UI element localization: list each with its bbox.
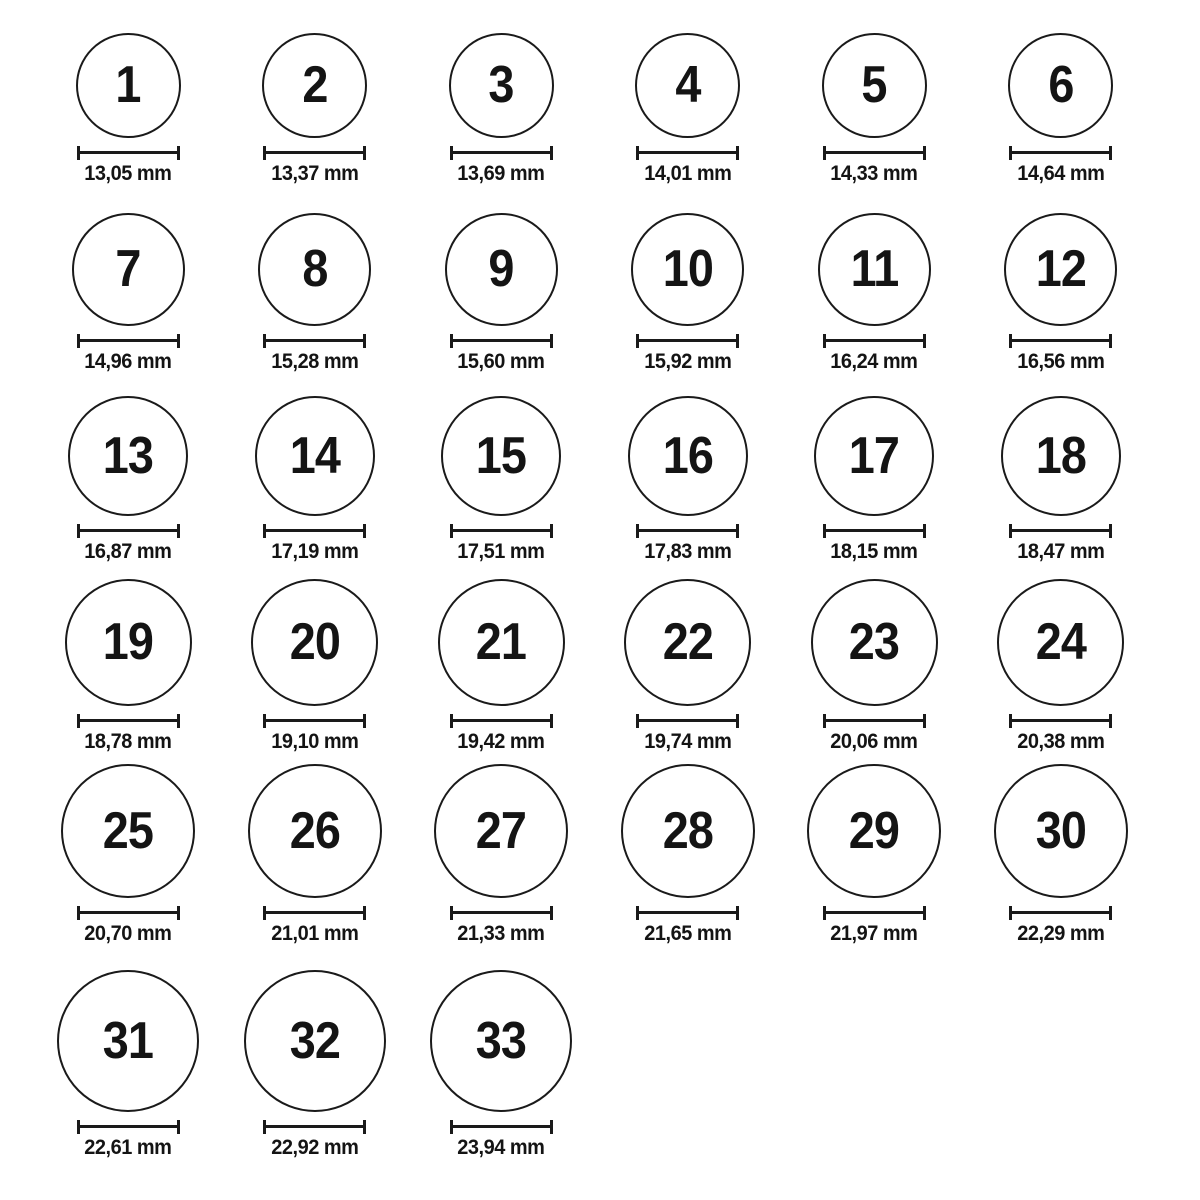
ring-circle bbox=[262, 33, 367, 138]
ring-size-item bbox=[408, 213, 595, 380]
diameter-measure-line bbox=[823, 906, 926, 920]
ring-number: 17 bbox=[849, 426, 900, 485]
ring-number: 23 bbox=[849, 613, 900, 672]
ring-size-item bbox=[595, 579, 782, 760]
diameter-label: 16,87 mm bbox=[84, 539, 172, 563]
diameter-label: 20,70 mm bbox=[84, 921, 172, 945]
ring-number: 6 bbox=[1048, 56, 1074, 115]
ring-size-row bbox=[35, 570, 1200, 760]
diameter-label: 21,65 mm bbox=[644, 921, 732, 945]
diameter-measure-line bbox=[1009, 524, 1112, 538]
ring-number: 11 bbox=[850, 240, 899, 299]
diameter-measure-line bbox=[823, 524, 926, 538]
ring-size-item bbox=[781, 33, 968, 192]
ring-size-item bbox=[222, 764, 409, 952]
diameter-label: 19,10 mm bbox=[271, 729, 359, 753]
ring-number: 14 bbox=[289, 426, 340, 485]
diameter-measure-line bbox=[450, 334, 553, 348]
ring-size-item bbox=[35, 970, 222, 1200]
ring-circle bbox=[818, 213, 931, 326]
ring-number: 22 bbox=[662, 613, 713, 672]
ring-circle bbox=[430, 970, 572, 1112]
ring-circle bbox=[624, 579, 751, 706]
diameter-measure-line bbox=[77, 714, 180, 728]
ring-circle bbox=[441, 396, 561, 516]
diameter-measure-line bbox=[77, 906, 180, 920]
diameter-measure-line bbox=[1009, 334, 1112, 348]
diameter-label: 13,69 mm bbox=[457, 161, 545, 185]
diameter-label: 18,15 mm bbox=[830, 539, 918, 563]
ring-size-item bbox=[781, 213, 968, 380]
diameter-label: 21,97 mm bbox=[830, 921, 918, 945]
ring-number: 30 bbox=[1035, 801, 1086, 860]
diameter-label: 21,33 mm bbox=[457, 921, 545, 945]
ring-size-row bbox=[35, 380, 1200, 570]
ring-circle bbox=[76, 33, 181, 138]
ring-number: 3 bbox=[488, 56, 514, 115]
ring-circle bbox=[244, 970, 386, 1112]
diameter-label: 17,51 mm bbox=[457, 539, 545, 563]
ring-number: 32 bbox=[289, 1011, 340, 1070]
ring-size-row bbox=[35, 192, 1200, 380]
ring-number: 7 bbox=[115, 240, 141, 299]
diameter-label: 17,83 mm bbox=[644, 539, 732, 563]
diameter-label: 14,96 mm bbox=[84, 349, 172, 373]
ring-circle bbox=[1008, 33, 1113, 138]
ring-number: 2 bbox=[302, 56, 328, 115]
ring-size-item bbox=[408, 33, 595, 192]
diameter-label: 16,56 mm bbox=[1017, 349, 1105, 373]
ring-size-item bbox=[595, 33, 782, 192]
ring-circle bbox=[997, 579, 1124, 706]
ring-number: 19 bbox=[103, 613, 154, 672]
diameter-label: 14,01 mm bbox=[644, 161, 732, 185]
diameter-measure-line bbox=[263, 906, 366, 920]
ring-size-row bbox=[35, 760, 1200, 952]
diameter-measure-line bbox=[1009, 906, 1112, 920]
ring-number: 10 bbox=[662, 240, 713, 299]
ring-size-item bbox=[35, 33, 222, 192]
ring-size-item bbox=[408, 764, 595, 952]
ring-number: 4 bbox=[675, 56, 701, 115]
ring-circle bbox=[1004, 213, 1117, 326]
diameter-label: 13,37 mm bbox=[271, 161, 359, 185]
diameter-measure-line bbox=[77, 1120, 180, 1134]
diameter-measure-line bbox=[263, 1120, 366, 1134]
ring-number: 31 bbox=[103, 1011, 154, 1070]
diameter-label: 15,60 mm bbox=[457, 349, 545, 373]
ring-circle bbox=[68, 396, 188, 516]
diameter-label: 15,28 mm bbox=[271, 349, 359, 373]
diameter-measure-line bbox=[77, 524, 180, 538]
diameter-measure-line bbox=[450, 146, 553, 160]
ring-size-item bbox=[222, 33, 409, 192]
ring-circle bbox=[438, 579, 565, 706]
ring-size-item bbox=[408, 579, 595, 760]
diameter-measure-line bbox=[636, 334, 739, 348]
ring-number: 8 bbox=[302, 240, 328, 299]
ring-circle bbox=[822, 33, 927, 138]
ring-number: 13 bbox=[103, 426, 154, 485]
diameter-measure-line bbox=[263, 524, 366, 538]
ring-circle bbox=[445, 213, 558, 326]
ring-circle bbox=[449, 33, 554, 138]
ring-circle bbox=[994, 764, 1128, 898]
diameter-label: 14,64 mm bbox=[1017, 161, 1105, 185]
diameter-label: 15,92 mm bbox=[644, 349, 732, 373]
ring-circle bbox=[255, 396, 375, 516]
diameter-label: 19,74 mm bbox=[644, 729, 732, 753]
ring-size-item bbox=[781, 764, 968, 952]
ring-size-item bbox=[408, 396, 595, 570]
ring-number: 21 bbox=[476, 613, 527, 672]
diameter-measure-line bbox=[823, 334, 926, 348]
ring-circle bbox=[248, 764, 382, 898]
diameter-measure-line bbox=[823, 146, 926, 160]
ring-size-row bbox=[35, 952, 1200, 1200]
ring-size-item bbox=[781, 579, 968, 760]
ring-number: 24 bbox=[1035, 613, 1086, 672]
diameter-measure-line bbox=[823, 714, 926, 728]
ring-size-item bbox=[222, 213, 409, 380]
ring-circle bbox=[807, 764, 941, 898]
ring-size-item bbox=[408, 970, 595, 1200]
ring-circle bbox=[258, 213, 371, 326]
diameter-label: 17,19 mm bbox=[271, 539, 359, 563]
ring-size-item bbox=[222, 579, 409, 760]
ring-number: 20 bbox=[289, 613, 340, 672]
diameter-label: 13,05 mm bbox=[84, 161, 172, 185]
diameter-label: 18,47 mm bbox=[1017, 539, 1105, 563]
diameter-label: 22,61 mm bbox=[84, 1135, 172, 1159]
diameter-measure-line bbox=[636, 524, 739, 538]
diameter-measure-line bbox=[1009, 146, 1112, 160]
diameter-measure-line bbox=[263, 146, 366, 160]
ring-number: 27 bbox=[476, 801, 527, 860]
ring-size-item bbox=[968, 396, 1155, 570]
ring-number: 15 bbox=[476, 426, 527, 485]
ring-number: 9 bbox=[488, 240, 514, 299]
ring-size-item bbox=[781, 396, 968, 570]
diameter-measure-line bbox=[636, 714, 739, 728]
ring-number: 18 bbox=[1035, 426, 1086, 485]
ring-circle bbox=[811, 579, 938, 706]
diameter-label: 20,38 mm bbox=[1017, 729, 1105, 753]
diameter-measure-line bbox=[263, 714, 366, 728]
ring-circle bbox=[61, 764, 195, 898]
ring-circle bbox=[628, 396, 748, 516]
ring-circle bbox=[814, 396, 934, 516]
ring-size-item bbox=[595, 213, 782, 380]
ring-circle bbox=[434, 764, 568, 898]
ring-size-item bbox=[35, 213, 222, 380]
ring-size-item bbox=[968, 213, 1155, 380]
ring-circle bbox=[621, 764, 755, 898]
ring-size-item bbox=[222, 396, 409, 570]
ring-number: 29 bbox=[849, 801, 900, 860]
ring-number: 12 bbox=[1035, 240, 1086, 299]
diameter-label: 18,78 mm bbox=[84, 729, 172, 753]
diameter-label: 19,42 mm bbox=[457, 729, 545, 753]
diameter-label: 20,06 mm bbox=[830, 729, 918, 753]
ring-number: 5 bbox=[861, 56, 887, 115]
ring-number: 33 bbox=[476, 1011, 527, 1070]
diameter-measure-line bbox=[450, 524, 553, 538]
diameter-label: 22,92 mm bbox=[271, 1135, 359, 1159]
ring-circle bbox=[57, 970, 199, 1112]
ring-circle bbox=[65, 579, 192, 706]
ring-number: 25 bbox=[103, 801, 154, 860]
ring-size-item bbox=[35, 764, 222, 952]
ring-size-item bbox=[595, 396, 782, 570]
ring-circle bbox=[251, 579, 378, 706]
ring-size-item bbox=[595, 764, 782, 952]
ring-number: 26 bbox=[289, 801, 340, 860]
ring-size-item bbox=[968, 579, 1155, 760]
diameter-measure-line bbox=[77, 334, 180, 348]
ring-circle bbox=[1001, 396, 1121, 516]
ring-number: 28 bbox=[662, 801, 713, 860]
diameter-measure-line bbox=[450, 1120, 553, 1134]
diameter-label: 22,29 mm bbox=[1017, 921, 1105, 945]
ring-size-item bbox=[35, 396, 222, 570]
diameter-measure-line bbox=[263, 334, 366, 348]
diameter-measure-line bbox=[636, 146, 739, 160]
ring-circle bbox=[72, 213, 185, 326]
ring-size-item bbox=[968, 33, 1155, 192]
ring-circle bbox=[631, 213, 744, 326]
ring-circle bbox=[635, 33, 740, 138]
ring-number: 1 bbox=[115, 56, 141, 115]
diameter-label: 23,94 mm bbox=[457, 1135, 545, 1159]
diameter-measure-line bbox=[1009, 714, 1112, 728]
diameter-label: 21,01 mm bbox=[271, 921, 359, 945]
diameter-measure-line bbox=[450, 906, 553, 920]
ring-size-item bbox=[968, 764, 1155, 952]
diameter-label: 16,24 mm bbox=[830, 349, 918, 373]
ring-size-item bbox=[222, 970, 409, 1200]
ring-size-item bbox=[35, 579, 222, 760]
ring-number: 16 bbox=[662, 426, 713, 485]
diameter-measure-line bbox=[77, 146, 180, 160]
ring-size-row bbox=[35, 0, 1200, 192]
diameter-measure-line bbox=[450, 714, 553, 728]
diameter-label: 14,33 mm bbox=[830, 161, 918, 185]
diameter-measure-line bbox=[636, 906, 739, 920]
